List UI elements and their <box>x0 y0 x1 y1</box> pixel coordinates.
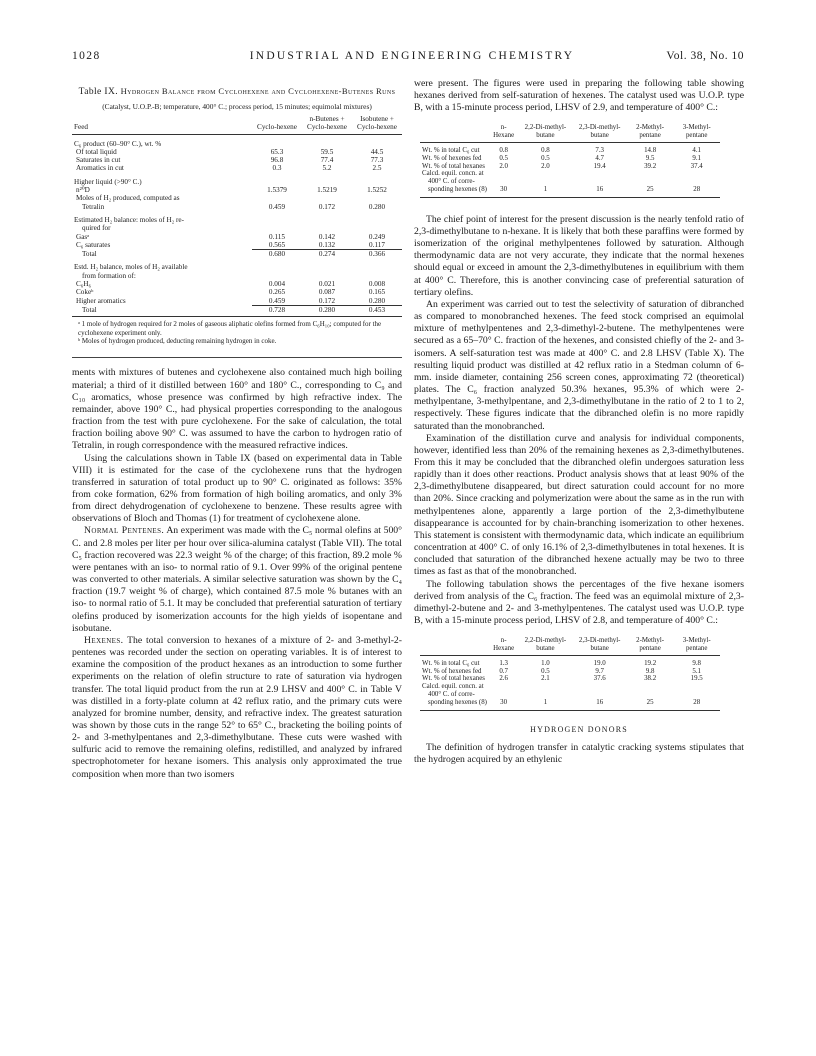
table-row: Wt. % of hexenes fed 0.5 0.5 4.7 9.5 9.1 <box>422 154 701 162</box>
running-head <box>72 50 744 66</box>
paragraph: Examination of the distillation curve and analysis for individual components, however, identified less than 20% of the remaining hexenes as 2,3-dimethylbutenes. From this it may be concluded that the dibranched olefin undergoes saturation less rapidly than it does other reactions. Product analysis shows that at least 90% of the 2,3-dimethylbutene disappeared, but direct saturation could account for no more than 20%. Since cracking and polymerization were about the same as in the run with methylpentenes alone, apparently a large portion of the 2,3-dimethylbutene disappearance is accounted for by chain-branching isomerization to other hexenes. This statement is consistent with thermodynamic data, which indicate an equilibrium concentration at 400° C. of only 16.1% of 2,3-dimethylbutenes in total hexenes. It is concluded that saturation of the dibranched hexene actually may be two to three times as fast as that of the monobranched. <box>414 432 744 578</box>
table-row-label: Calcd. equil. concn. at <box>422 683 484 691</box>
paragraph: were present. The figures were used in preparing the following table showing hexanes derived from self-saturation of hexenes. The catalyst used was U.O.P. type B, with a 15-minute process period, LHSV of 2.9, and temperature of 400° C.: <box>414 78 744 114</box>
right-column <box>414 78 744 766</box>
paragraph: ments with mixtures of butenes and cyclohexene also contained much high boiling material; a third of it distilled between 160° and 180° C., corresponding to C₉ and C₁₀ aromatics, whose presence was confirmed by high refractive index. The remainder, above 190° C., had physical properties corresponding to the analogous fraction from the test with pure cyclohexene. For the sake of calculation, the total fraction boiling above 90° C. was assumed to have the carbon to hydrogen ratio of Tetralin, in rough correspondence with the measured refractive indices. <box>72 367 402 452</box>
paragraph: Hexenes. The total conversion to hexanes of a mixture of 2- and 3-methyl-2-pentenes was recorded under the section on operating variables. It is of interest to examine the composition of the product hexanes as an introduction to some further experiments on the relation of olefin structure to rate of saturation via hydrogen transfer. The total liquid product from the run at 2.9 LHSV and 400° C. in Table V was distilled in a forty-plate column at 42 reflux ratio, and the primary cuts were analyzed for bromine number, density, and refractive index. The greatest saturation was shown by those cuts in the range 52° to 65° C., bracketing the boiling points of 2- and 3-methylpentanes and 2,3-dimethylbutane. These cuts were washed with sulfuric acid to remove the remaining olefins, redistilled, and analyzed by infrared spectrophotometer for hexane isomers. This analysis only approximated the true composition when more than two isomers <box>72 634 402 780</box>
table-row: Cokeᵇ 0.265 0.087 0.165 <box>76 288 386 297</box>
table-ix-caption: Table IX. Hydrogen Balance from Cyclohexene and Cyclohexene-Butenes Runs <box>78 86 396 97</box>
table-header: Feed <box>72 114 252 134</box>
table-row: sponding hexenes (8) 30 1 16 25 28 <box>420 699 720 710</box>
table-header: Cyclo-hexene <box>252 114 302 134</box>
table-row-label: Calcd. equil. concn. at <box>422 170 484 178</box>
table-row-label: Moles of H₂ produced, computed as <box>76 194 180 203</box>
table-header: n-Hexane <box>489 124 518 142</box>
table-header: 2-Methyl-pentane <box>627 637 674 655</box>
left-body-text <box>72 367 402 780</box>
table-row: Aromatics in cut 0.3 5.2 2.5 <box>76 164 382 173</box>
hexane-table-1 <box>420 124 720 197</box>
table-row: Higher aromatics 0.459 0.172 0.280 <box>76 296 386 306</box>
page-number: 1028 <box>72 50 101 62</box>
paragraph: The chief point of interest for the present discussion is the nearly tenfold ratio of 2,3-dimethylbutane to n-hexane. It is likely that both these paraffins were formed by isomerization of the original methylpentenes followed by saturation. Although thermodynamic data are not very accurate, they indicate that the normal hexenes should equal or exceed in amount the 2,3-dimethylbutenes in equilibrium with them at 400° C. Therefore, this is another convincing case of preferential saturation of tertiary olefins. <box>414 213 744 298</box>
table-divider <box>72 357 402 358</box>
table-row: Wt. % of total hexanes 2.6 2.1 37.6 38.2 19.5 <box>422 675 703 683</box>
table-row-label: 400° C. of corre- <box>428 690 475 698</box>
table-header: 2-Methyl-pentane <box>627 124 674 142</box>
table-row: C₆ saturates 0.565 0.132 0.117 <box>76 240 385 250</box>
hexane-table-2 <box>420 637 720 710</box>
left-column <box>72 86 402 781</box>
right-body-text-top <box>414 78 744 114</box>
journal-title: INDUSTRIAL AND ENGINEERING CHEMISTRY <box>249 50 575 62</box>
table-row-label: 400° C. of corre- <box>428 178 475 186</box>
table-row: Of total liquid 65.3 59.5 44.5 <box>76 147 384 156</box>
table-row: C₆H₆ 0.004 0.021 0.008 <box>76 280 386 289</box>
footnote-b: ᵇ Moles of hydrogen produced, deducting remaining hydrogen in coke. <box>78 337 277 346</box>
table-header: Isobutene + Cyclo-hexene <box>352 114 402 134</box>
table-row-total: Total 0.728 0.280 0.453 <box>72 305 402 316</box>
volume-issue: Vol. 38, No. 10 <box>666 50 744 62</box>
table-ix <box>72 114 402 317</box>
paragraph: An experiment was carried out to test the selectivity of saturation of dibranched as compared to monobranched hexenes. The feed stock comprised an equimolal mixture of methylpentenes and 2,3-dimethyl-2-butene. The methylpentenes were secured as a 65–70° C. fraction of the hexenes, and consisted chiefly of the 2- and 3-isomers. A self-saturation test was made at 400° C. and 2.8 LHSV (Table X). The resulting liquid product was distilled at 42 reflux ratio in a Stedman column of 6-mm. inside diameter, containing 256 screen cones, approximating 72 (theoretical) plates. The C₆ fraction analyzed 50.3% hexanes, 95.3% of which were 2-methylpentane, 3-methylpentane, and 2,3-dimethylbutane in the ratio of 2 to 1 to 2, respectively. These figures indicate that the dibranched olefin is no more rapidly saturated than the monobranched. <box>414 298 744 432</box>
table-row-head: Higher liquid (>90° C.) <box>74 177 142 186</box>
table-row-head: Estimated H₂ balance: moles of H₂ re- <box>74 215 184 224</box>
table-row-label: quired for <box>82 224 111 233</box>
table-header: n-Butenes + Cyclo-hexene <box>302 114 352 134</box>
table-header: 2,2-Di-methyl-butane <box>518 124 572 142</box>
table-header: 2,3-Di-methyl-butane <box>573 637 627 655</box>
table-header: 2,2-Di-methyl-butane <box>518 637 572 655</box>
table-row: Wt. % in total C₆ cut 1.3 1.0 19.0 19.2 9.8 <box>422 659 701 667</box>
paragraph: Normal Pentenes. An experiment was made with the C₅ normal olefins at 500° C. and 2.8 moles per liter per hour over silica-alumina catalyst (Table VII). The total C₅ fraction recovered was 22.3 weight % of the charge; of this fraction, 89.2 mole % were pentanes with an iso- to normal ratio of 9.1. Over 99% of the original pentene was converted to other materials. A similar selective saturation was shown by the C₄ fraction (19.7 weight % of charge), which contained 87.5 mole % butanes with an iso- to normal ratio of 5.1. It may be concluded that preferential saturation of tertiary olefins produced by isomerization accounts for the high yields of isopentane and isobutane. <box>72 525 403 634</box>
table-row: Tetralin 0.459 0.172 0.280 <box>82 202 386 211</box>
section-heading: HYDROGEN DONORS <box>530 724 628 734</box>
table-row: n²⁰D 1.5379 1.5219 1.5252 <box>76 186 387 195</box>
table-row: Wt. % of total hexanes 2.0 2.0 19.4 39.2 37.4 <box>422 162 703 170</box>
table-header: n-Hexane <box>489 637 518 655</box>
table-header: 3-Methyl-pentane <box>673 637 720 655</box>
table-header: 3-Methyl-pentane <box>673 124 720 142</box>
table-row: Wt. % in total C₆ cut 0.8 0.8 7.3 14.8 4.1 <box>422 147 701 155</box>
table-row-label: from formation of: <box>82 271 136 280</box>
paragraph: The following tabulation shows the percentages of the five hexane isomers derived from analysis of the C₆ fraction. The feed was an equimolal mixture of 2,3-dimethyl-2-butene and 2- and 3-methylpentenes. The catalyst used was U.O.P. type B, with a 15-minute process period, LHSV of 2.8, and temperature of 400° C.: <box>414 578 744 626</box>
table-row-head: C₆ product (60–90° C.), wt. % <box>74 139 162 148</box>
right-body-text-middle <box>414 214 744 627</box>
table-ix-subcaption: (Catalyst, U.O.P.-B; temperature, 400° C.; process period, 15 minutes; equimolal mixtures) <box>102 102 372 111</box>
table-row: Saturates in cut 96.8 77.4 77.3 <box>76 156 384 165</box>
table-row: Gasᵃ 0.115 0.142 0.249 <box>76 232 386 241</box>
table-row: Wt. % of hexenes fed 0.7 0.5 9.7 9.8 5.1 <box>422 667 701 675</box>
table-header: 2,3-Di-methyl-butane <box>573 124 627 142</box>
run-in-head: Normal Pentenes. <box>84 525 165 537</box>
table-row-head: Estd. H₂ balance, moles of H₂ available <box>74 263 188 272</box>
right-body-text-bottom <box>414 742 744 766</box>
table-ix-footnotes <box>72 320 402 345</box>
paragraph: Using the calculations shown in Table IX (based on experimental data in Table VIII) it is estimated for the case of the cyclohexene runs that the hydrogen transferred in saturation of total product up to 90° C. originated as follows: 35% from coke formation, 62% from formation of high boiling aromatics, and only 3% from direct dehydrogenation of cyclohexene to benzene. These results agree with observations of Bloch and Thomas (1) for treatment of cyclohexene alone. <box>72 452 402 525</box>
run-in-head: Hexenes. <box>84 634 124 646</box>
footnote-a: ᵃ 1 mole of hydrogen required for 2 moles of gaseous aliphatic olefins formed from C₆H₁₀; computed for the cyclohexene experiment only. <box>78 320 382 337</box>
table-row: sponding hexenes (8) 30 1 16 25 28 <box>420 186 720 197</box>
table-row-total: Total 0.680 0.274 0.366 <box>72 250 402 259</box>
paragraph: The definition of hydrogen transfer in catalytic cracking systems stipulates that the hydrogen acquired by an ethylenic <box>414 741 744 765</box>
